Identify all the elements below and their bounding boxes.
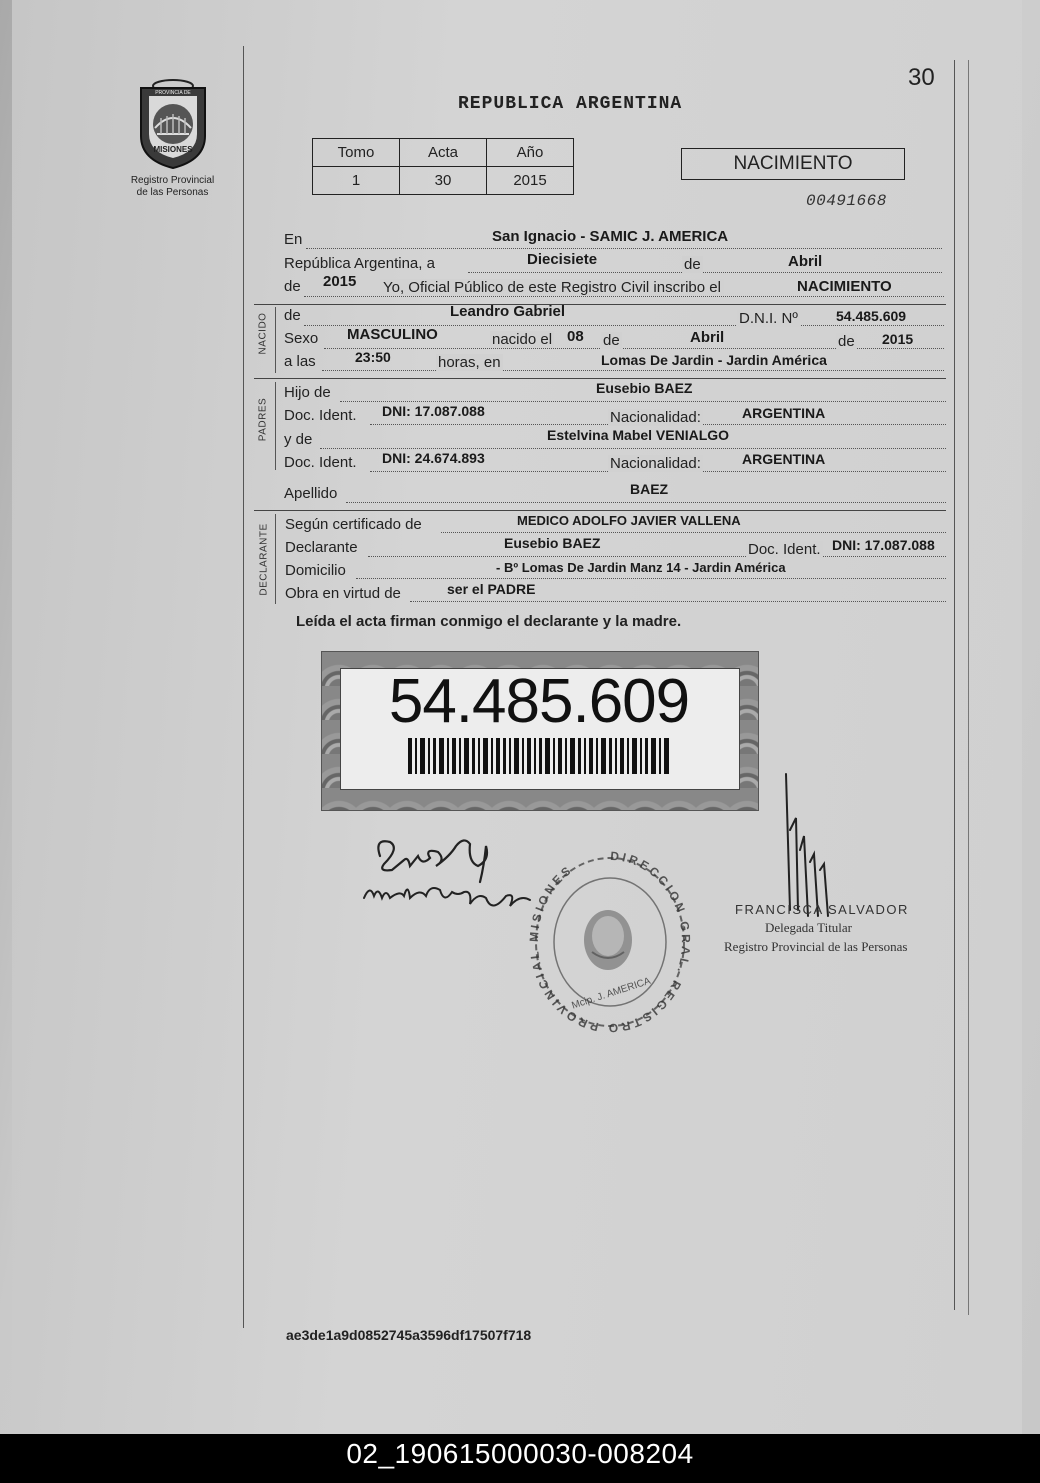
mother-nat-label: Nacionalidad: — [610, 455, 701, 472]
certificado-label: Según certificado de — [285, 516, 422, 533]
anio-header: Año — [487, 139, 574, 167]
record-type-box: NACIMIENTO — [681, 148, 905, 180]
official-name: FRANCISCA SALVADOR — [735, 902, 909, 917]
logo-caption-line2: de las Personas — [136, 187, 209, 198]
nacido-side-rule — [275, 307, 276, 373]
a-las-label: a las — [284, 353, 316, 370]
hijo-de-label: Hijo de — [284, 384, 331, 401]
left-margin-line — [243, 46, 244, 1328]
y-de-label: y de — [284, 431, 313, 448]
right-margin-line-outer — [968, 60, 969, 1315]
barcode-number: 54.485.609 — [388, 667, 690, 736]
header-title: REPUBLICA ARGENTINA — [458, 94, 683, 114]
declarante-side-rule — [275, 514, 276, 604]
birth-de2-label: de — [838, 333, 855, 350]
record-table-header-row — [313, 139, 574, 167]
father-doc-label: Doc. Ident. — [284, 407, 357, 424]
barcode-bars-icon — [408, 738, 672, 774]
en-dotted-line — [306, 248, 942, 249]
mother-value: Estelvina Mabel VENIALGO — [547, 427, 730, 443]
declarante-value: Eusebio BAEZ — [504, 535, 601, 551]
nacido-name-value: Leandro Gabriel — [450, 303, 566, 320]
domicilio-value: - Bº Lomas De Jardin Manz 14 - Jardin América — [496, 560, 786, 575]
republica-label: República Argentina, a — [284, 255, 435, 272]
sexo-value: MASCULINO — [347, 326, 438, 343]
inscribe-value: NACIMIENTO — [797, 278, 892, 295]
en-value: San Ignacio - SAMIC J. AMERICA — [492, 228, 729, 245]
father-nat-label: Nacionalidad: — [610, 409, 701, 426]
mother-dotted-line — [320, 448, 946, 449]
nacido-side-label: NACIDO — [257, 312, 269, 355]
birth-year-value: 2015 — [882, 331, 914, 347]
month-value: Abril — [788, 253, 823, 270]
document-hash: ae3de1a9d0852745a3596df17507f718 — [286, 1327, 532, 1343]
closing-text: Leída el acta firman conmigo el declarante y la madre. — [296, 613, 682, 630]
dni-label: D.N.I. Nº — [739, 310, 798, 327]
obra-dotted-line — [410, 601, 946, 602]
day-value: Diecisiete — [527, 251, 598, 268]
en-label: En — [284, 231, 303, 248]
stamp-inner-text: Mcip. J. AMERICA — [570, 975, 653, 1012]
apellido-value: BAEZ — [630, 481, 669, 497]
tomo-value: 1 — [313, 167, 400, 195]
de2-label: de — [284, 278, 301, 295]
father-value: Eusebio BAEZ — [596, 380, 693, 396]
seal-text-bottom: MISIONES — [152, 145, 193, 154]
apellido-label: Apellido — [284, 485, 338, 502]
time-value: 23:50 — [355, 349, 391, 365]
mother-doc-label: Doc. Ident. — [284, 454, 357, 471]
logo-caption — [110, 175, 235, 199]
sexo-label: Sexo — [284, 330, 319, 347]
horas-label: horas, en — [438, 354, 501, 371]
oficial-dotted-line — [304, 296, 944, 297]
page-number: 30 — [908, 64, 935, 91]
nacido-de-label: de — [284, 307, 301, 324]
acta-header: Acta — [400, 139, 487, 167]
obra-label: Obra en virtud de — [285, 585, 401, 602]
declarante-top-rule — [254, 510, 946, 511]
father-dotted-line — [340, 401, 946, 402]
right-margin-line — [954, 60, 955, 1310]
mother-doc-value: DNI: 24.674.893 — [382, 450, 485, 466]
father-signature-icon — [360, 826, 540, 922]
domicilio-dotted-line — [356, 578, 946, 579]
nacido-top-rule — [254, 304, 946, 305]
year-value: 2015 — [323, 273, 357, 290]
record-table — [312, 138, 574, 195]
stamp-ring-text: DIRECCION GRAL. REGISTRO PROVINCIAL MISIONES — [526, 848, 694, 1036]
official-stamp-icon — [520, 840, 700, 1060]
acta-value: 30 — [400, 167, 487, 195]
registry-logo — [110, 78, 235, 203]
seal-text-top: PROVINCIA DE — [154, 90, 191, 96]
official-role: Delegada Titular — [765, 920, 853, 935]
nacido-el-label: nacido el — [492, 331, 553, 348]
time-dotted-line — [322, 370, 944, 371]
logo-caption-line1: Registro Provincial — [130, 175, 215, 186]
record-table-value-row — [313, 167, 574, 195]
oficial-text: Yo, Oficial Público de este Registro Civil inscribo el — [380, 279, 724, 296]
obra-value: ser el PADRE — [447, 581, 536, 597]
birth-place-value: Lomas De Jardin - Jardin América — [601, 352, 827, 368]
birth-day-value: 08 — [567, 328, 584, 345]
misiones-seal-icon — [133, 78, 213, 170]
father-nat-value: ARGENTINA — [742, 405, 826, 421]
declarante-dotted-line — [368, 556, 946, 557]
declarante-label: Declarante — [285, 539, 358, 556]
declarante-doc-value: DNI: 17.087.088 — [832, 537, 935, 553]
declarante-doc-label: Doc. Ident. — [748, 541, 821, 558]
certificado-dotted-line — [441, 532, 946, 533]
birth-month-value: Abril — [690, 329, 725, 346]
official-office: Registro Provincial de las Personas — [724, 939, 908, 954]
mother-nat-value: ARGENTINA — [742, 451, 826, 467]
dni-value: 54.485.609 — [836, 308, 907, 324]
footer-code: 02_190615000030-008204 — [346, 1438, 694, 1469]
padres-top-rule — [254, 378, 946, 379]
padres-side-rule — [275, 382, 276, 470]
padres-side-label: PADRES — [257, 397, 269, 442]
official-signature-icon — [776, 770, 836, 920]
apellido-dotted-line — [346, 502, 946, 503]
domicilio-label: Domicilio — [285, 562, 346, 579]
declarante-side-label: DECLARANTE — [258, 523, 270, 596]
tomo-header: Tomo — [313, 139, 400, 167]
serial-number: 00491668 — [806, 192, 887, 210]
birth-de-label: de — [603, 332, 620, 349]
father-doc-value: DNI: 17.087.088 — [382, 403, 485, 419]
republica-dotted-line — [468, 272, 942, 273]
certificado-value: MEDICO ADOLFO JAVIER VALLENA — [517, 513, 741, 528]
anio-value: 2015 — [487, 167, 574, 195]
de-label: de — [684, 256, 701, 273]
